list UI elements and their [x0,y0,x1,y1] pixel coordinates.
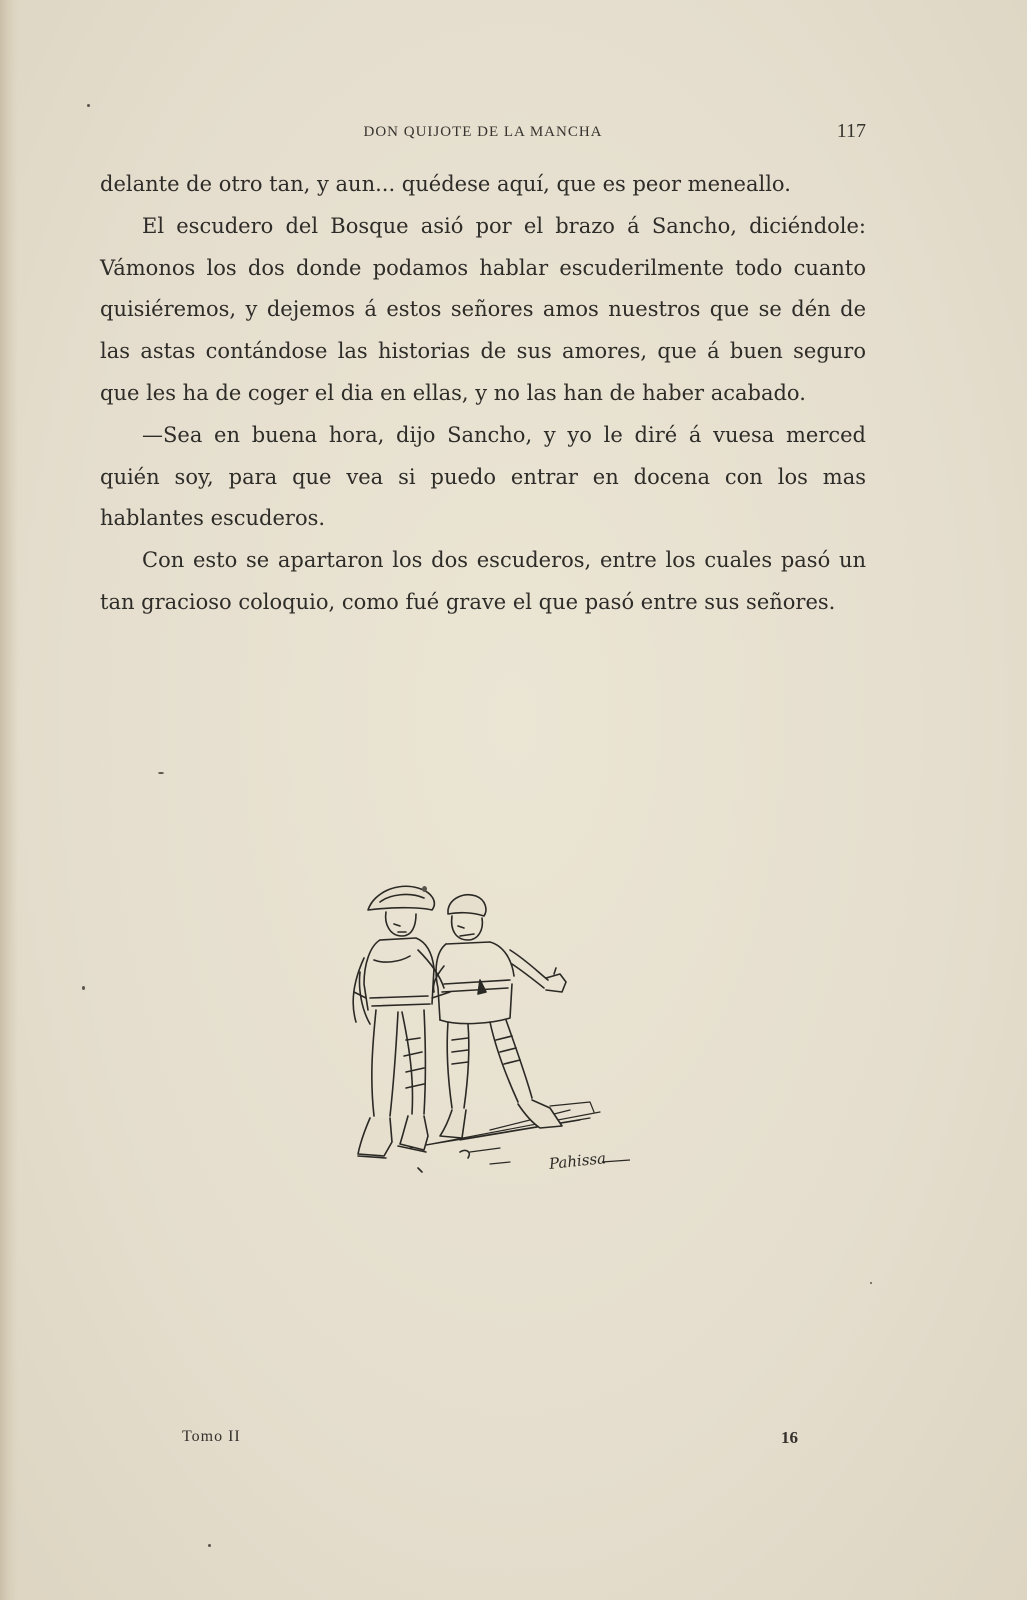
signature-mark: 16 [781,1428,798,1447]
page-footer [0,1428,1027,1452]
volume-label: Tomo II [182,1428,241,1445]
running-title: DON QUIJOTE DE LA MANCHA [363,124,603,140]
artist-signature: Pahissa [548,1149,607,1173]
two-squires-illustration [340,880,640,1200]
paper-speck [82,986,85,990]
page-number: 117 [836,120,866,142]
squire-of-the-wood-figure [353,886,450,1158]
paragraph-3: —Sea en buena hora, dijo Sancho, y yo le diré á vuesa merced quién soy, para que vea si puedo entrar en docena con los mas hablantes escuderos. [100,422,866,531]
paper-speck [870,1282,872,1284]
paragraph-4: Con esto se apartaron los dos escuderos, entre los cuales pasó un tan gracioso coloquio, como fué grave el que pasó entre sus señores. [100,548,866,614]
paper-speck [87,104,90,107]
page-edge-shadow [0,0,18,1600]
paragraph-1: delante de otro tan, y aun... quédese aquí, que es peor meneallo. [100,172,791,196]
paragraph-2: El escudero del Bosque asió por el brazo á Sancho, diciéndole: Vámonos los dos donde podamos hablar escuderilmente todo cuanto quisiéremos, y dejemos á estos señores amos nuestros que se dén de las astas contándose las historias de sus amores, que á buen seguro que les ha de coger el dia en ellas, y no las han de haber acabado. [100,213,866,405]
sancho-figure [433,895,566,1138]
running-head [100,120,866,150]
paper-speck [208,1544,211,1547]
paper-speck [158,772,164,774]
paper-speck [422,886,427,892]
body-text [100,164,866,624]
